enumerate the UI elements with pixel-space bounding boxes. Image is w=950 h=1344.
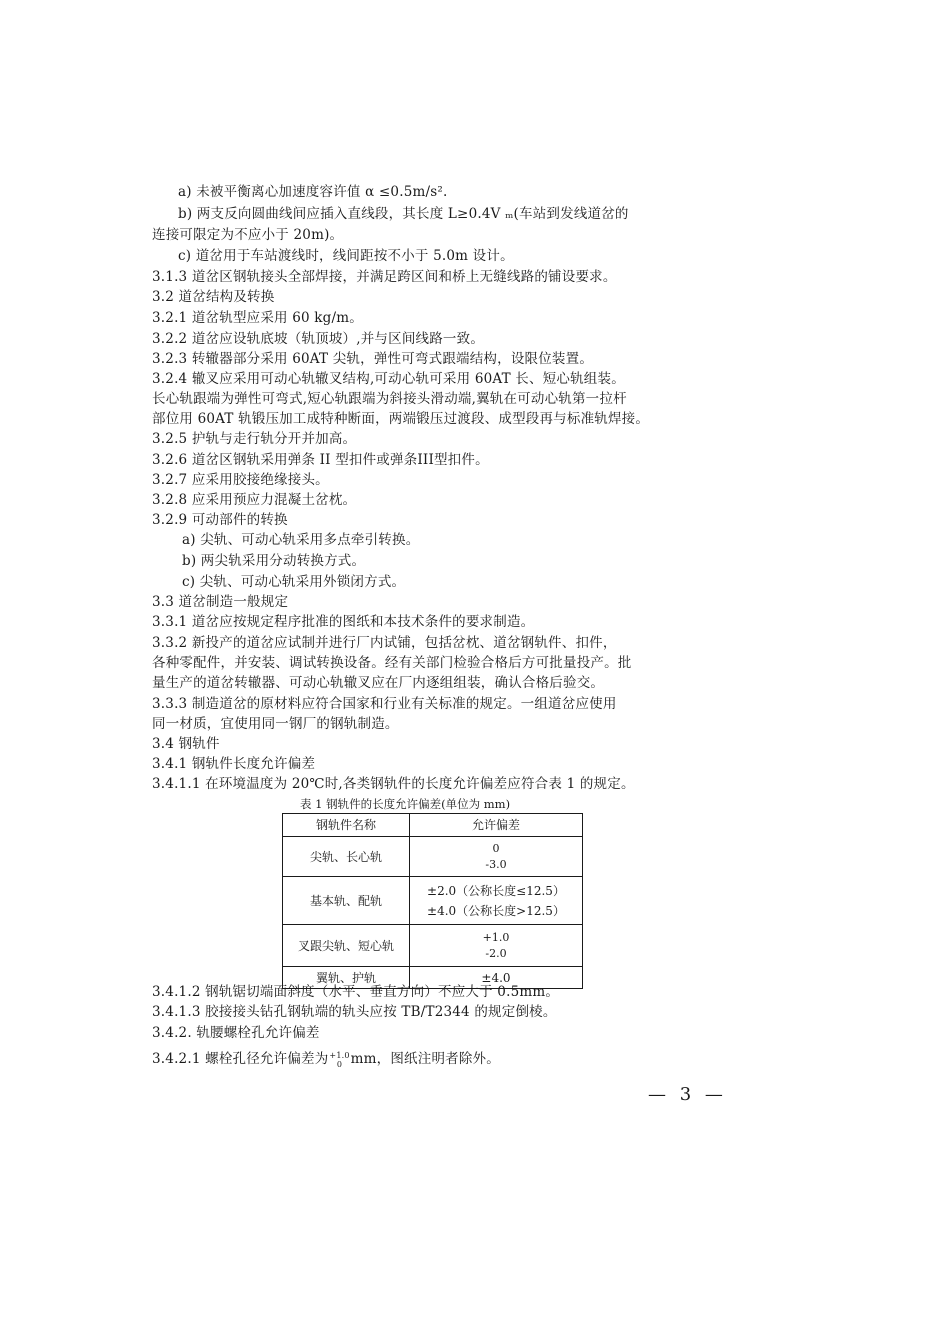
table-cell-name: 叉跟尖轨、短心轨 bbox=[283, 925, 410, 967]
text-line: c) 道岔用于车站渡线时，线间距按不小于 5.0m 设计。 bbox=[178, 248, 514, 264]
table-row bbox=[283, 925, 583, 967]
table-cell-tolerance: ±4.0 bbox=[410, 967, 583, 989]
text-line: 3.4.1 钢轨件长度允许偏差 bbox=[152, 756, 316, 772]
section-heading: 3.2 道岔结构及转换 bbox=[152, 289, 275, 305]
text-line: c) 尖轨、可动心轨采用外锁闭方式。 bbox=[182, 574, 406, 590]
text-line: 3.4.2. 轨腰螺栓孔允许偏差 bbox=[152, 1025, 320, 1041]
tolerance-table bbox=[282, 813, 583, 989]
text-line: 3.4.1.3 胶接接头钻孔钢轨端的轨头应按 TB/T2344 的规定倒棱。 bbox=[152, 1004, 557, 1020]
text-line: 3.2.7 应采用胶接绝缘接头。 bbox=[152, 472, 329, 488]
text-line: b) 两尖轨采用分动转换方式。 bbox=[182, 553, 366, 569]
section-heading: 3.4 钢轨件 bbox=[152, 736, 220, 752]
text-line: 3.3.2 新投产的道岔应试制并进行厂内试铺，包括岔枕、道岔钢轨件、扣件， bbox=[152, 635, 617, 651]
text-line: 3.3.3 制造道岔的原材料应符合国家和行业有关标准的规定。一组道岔应使用 bbox=[152, 696, 617, 712]
text-line: 量生产的道岔转辙器、可动心轨辙叉应在厂内逐组组装，确认合格后验交。 bbox=[152, 675, 605, 691]
tolerance-upper: 0 bbox=[492, 841, 500, 855]
table-cell-name: 尖轨、长心轨 bbox=[283, 837, 410, 877]
text-line: 连接可限定为不应小于 20m)。 bbox=[152, 227, 344, 243]
text-line: 3.4.1.2 钢轨锯切端面斜度（水平、垂直方向）不应大于 0.5mm。 bbox=[152, 984, 560, 1000]
text-line: 同一材质，宜使用同一钢厂的钢轨制造。 bbox=[152, 716, 399, 732]
text-line: a) 尖轨、可动心轨采用多点牵引转换。 bbox=[182, 532, 420, 548]
table-caption: 表 1 钢轨件的长度允许偏差(单位为 mm) bbox=[300, 797, 511, 811]
text-line: 3.2.2 道岔应设轨底坡（轨顶坡）,并与区间线路一致。 bbox=[152, 331, 485, 347]
section-heading: 3.3 道岔制造一般规定 bbox=[152, 594, 289, 610]
text-line: 3.2.8 应采用预应力混凝土岔枕。 bbox=[152, 492, 357, 508]
tolerance-upper: +1.0 bbox=[329, 1050, 350, 1060]
table-cell-name: 翼轨、护轨 bbox=[283, 967, 410, 989]
text-line: 3.2.9 可动部件的转换 bbox=[152, 512, 288, 528]
table-header-name: 钢轨件名称 bbox=[283, 814, 410, 837]
table-cell-name: 基本轨、配轨 bbox=[283, 877, 410, 925]
text-line: 3.2.5 护轨与走行轨分开并加高。 bbox=[152, 431, 357, 447]
tolerance-fraction bbox=[329, 1051, 349, 1069]
table-header-tolerance: 允许偏差 bbox=[410, 814, 583, 837]
text-line: 部位用 60AT 轨锻压加工成特种断面，两端锻压过渡段、成型段再与标准轨焊接。 bbox=[152, 411, 650, 427]
table-cell-tolerance bbox=[410, 925, 583, 967]
text-line-last bbox=[152, 1050, 732, 1069]
page-number: — 3 — bbox=[648, 1084, 727, 1105]
last-suffix: mm，图纸注明者除外。 bbox=[350, 1051, 500, 1067]
table-cell-tolerance bbox=[410, 877, 583, 925]
text-line: 各种零配件，并安装、调试转换设备。经有关部门检验合格后方可批量投产。批 bbox=[152, 655, 632, 671]
table-cell-tolerance bbox=[410, 837, 583, 877]
text-line: 长心轨跟端为弹性可弯式,短心轨跟端为斜接头滑动端,翼轨在可动心轨第一拉杆 bbox=[152, 391, 627, 407]
tolerance-upper: ±2.0（公称长度≤12.5） bbox=[427, 883, 565, 898]
tolerance-lower: ±4.0（公称长度>12.5） bbox=[427, 903, 565, 918]
text-line: 3.2.4 辙叉应采用可动心轨辙叉结构,可动心轨可采用 60AT 长、短心轨组装。 bbox=[152, 371, 625, 387]
last-prefix: 3.4.2.1 螺栓孔径允许偏差为 bbox=[152, 1051, 329, 1067]
text-line: a) 未被平衡离心加速度容许值 α ≤0.5m/s². bbox=[178, 184, 448, 200]
text-line: 3.4.1.1 在环境温度为 20℃时,各类钢轨件的长度允许偏差应符合表 1 的规定。 bbox=[152, 776, 635, 792]
tolerance-lower: -2.0 bbox=[485, 946, 507, 960]
text-line: 3.2.1 道岔轨型应采用 60 kg/m。 bbox=[152, 310, 363, 326]
text-line: 3.2.6 道岔区钢轨采用弹条 II 型扣件或弹条III型扣件。 bbox=[152, 452, 489, 468]
text-line: 3.2.3 转辙器部分采用 60AT 尖轨，弹性可弯式跟端结构，设限位装置。 bbox=[152, 351, 594, 367]
text-line: b) 两支反向圆曲线间应插入直线段，其长度 L≥0.4V ₘ(车站到发线道岔的 bbox=[178, 206, 629, 222]
table-row bbox=[283, 877, 583, 925]
tolerance-upper: +1.0 bbox=[482, 930, 510, 944]
table-row bbox=[283, 837, 583, 877]
text-line: 3.3.1 道岔应按规定程序批准的图纸和本技术条件的要求制造。 bbox=[152, 614, 535, 630]
tolerance-lower: -3.0 bbox=[485, 857, 507, 871]
tolerance-lower: 0 bbox=[336, 1059, 343, 1069]
text-line: 3.1.3 道岔区钢轨接头全部焊接，并满足跨区间和桥上无缝线路的铺设要求。 bbox=[152, 269, 617, 285]
